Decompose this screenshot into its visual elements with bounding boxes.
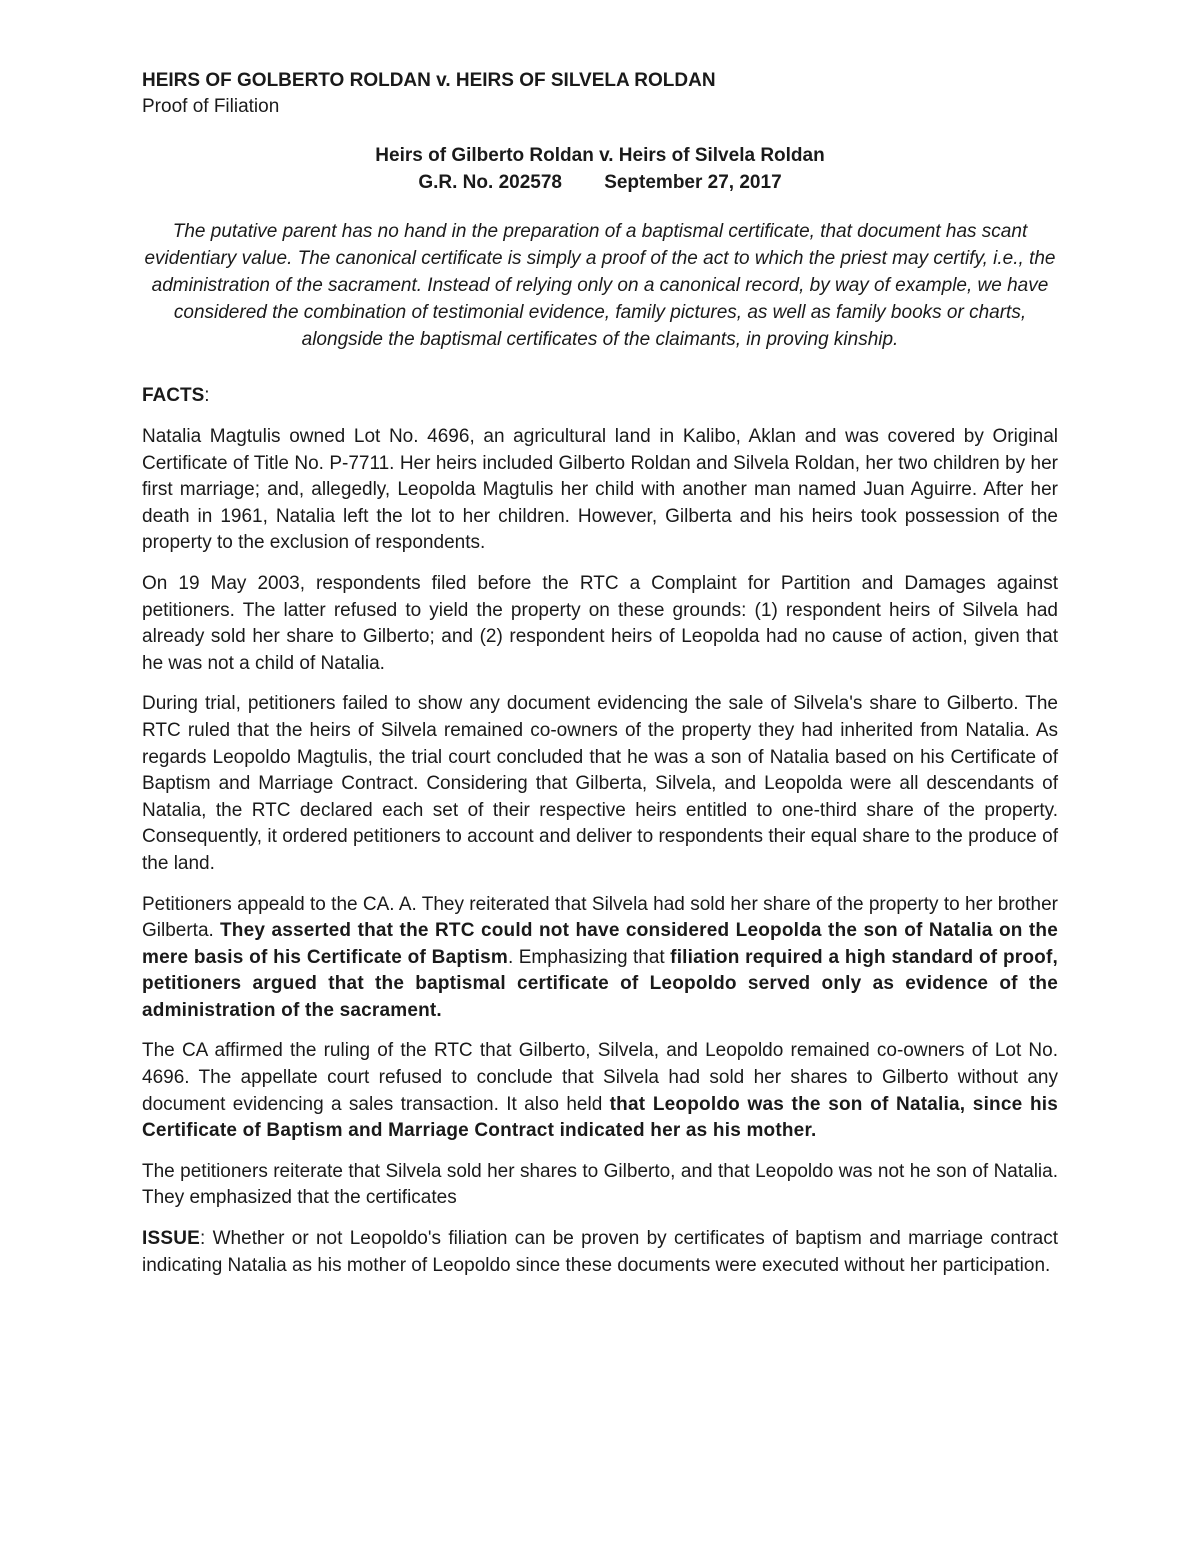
issue-label: ISSUE <box>142 1228 201 1250</box>
facts-p5-bold: that Leopoldo was the son of Natalia, since his Certificate of Baptism and Marriage Contract indicated her as his mother. <box>142 1093 1058 1142</box>
facts-heading <box>142 383 1058 409</box>
facts-paragraph-3: During trial, petitioners failed to show any document evidencing the sale of Silvela's share to Gilberto. The RTC ruled that the heirs of Silvela remained co-owners of the property they had inherited from Natalia. As regards Leopoldo Magtulis, the trial court concluded that he was a son of Natalia based on his Certificate of Baptism and Marriage Contract. Considering that Gilberta, Silvela, and Leopolda were all descendants of Natalia, the RTC declared each set of their respective heirs entitled to one-third share of the property. Consequently, it ordered petitioners to account and deliver to respondents their equal share to the produce of the land. <box>142 693 1058 874</box>
facts-paragraph-5 <box>142 1038 1058 1144</box>
facts-p4-bold-b: filiation required a high standard of proof, petitioners argued that the baptismal certificate of Leopoldo served only as evidence of the administration of the sacrament. <box>142 946 1058 1021</box>
facts-p4-text-b: . Emphasizing that <box>508 946 671 968</box>
facts-paragraph-2: On 19 May 2003, respondents filed before the RTC a Complaint for Partition and Damages against petitioners. The latter refused to yield the property on these grounds: (1) respondent heirs of Silvela had already sold her share to Gilberto; and (2) respondent heirs of Leopolda had no cause of action, given that he was not a child of Natalia. <box>142 572 1058 674</box>
issue-text: : Whether or not Leopoldo's filiation can be proven by certificates of baptism and marriage contract indicating Natalia as his mother of Leopoldo since these documents were executed without her participation. <box>142 1228 1058 1276</box>
case-number-date: G.R. No. 202578 September 27, 2017 <box>418 172 782 193</box>
issue-paragraph <box>142 1226 1058 1279</box>
facts-p4-bold-a: They asserted that the RTC could not have considered Leopolda the son of Natalia on the mere basis of his Certificate of Baptism <box>142 920 1059 968</box>
document-title: HEIRS OF GOLBERTO ROLDAN v. HEIRS OF SILVELA ROLDAN <box>142 70 716 91</box>
facts-label: FACTS <box>142 385 205 406</box>
document-subtitle: Proof of Filiation <box>142 96 280 117</box>
facts-paragraph-4 <box>142 892 1058 1025</box>
facts-colon: : <box>204 385 210 406</box>
doctrine-paragraph: The putative parent has no hand in the preparation of a baptismal certificate, that document has scant evidentiary value. The canonical certificate is simply a proof of the act to which the priest may certify, i.e., the administration of the sacrament. Instead of relying only on a canonical record, by way of example, we have considered the combination of testimonial evidence, family pictures, as well as family books or charts, alongside the baptismal certificates of the claimants, in proving kinship. <box>144 221 1056 350</box>
facts-paragraph-1: Natalia Magtulis owned Lot No. 4696, an agricultural land in Kalibo, Aklan and was covered by Original Certificate of Title No. P-7711. Her heirs included Gilberto Roldan and Silvela Roldan, her two children by her first marriage; and, allegedly, Leopolda Magtulis her child with another man named Juan Aguirre. After her death in 1961, Natalia left the lot to her children. However, Gilberta and his heirs took possession of the property to the exclusion of respondents. <box>142 426 1058 554</box>
case-name: Heirs of Gilberto Roldan v. Heirs of Silvela Roldan <box>375 145 825 166</box>
facts-p5-text: The CA affirmed the ruling of the RTC that Gilberto, Silvela, and Leopoldo remained co-owners of Lot No. 4696. The appellate court refused to conclude that Silvela had sold her shares to Gilberto without any document evidencing a sales transaction. It also held <box>142 1040 1058 1115</box>
facts-p4-text-a: Petitioners appeald to the CA. A. They reiterated that Silvela had sold her share of the property to her brother Gilberta. <box>142 893 1058 942</box>
facts-paragraph-6: The petitioners reiterate that Silvela sold her shares to Gilberto, and that Leopoldo was not he son of Natalia. They emphasized that the certificates <box>142 1160 1058 1209</box>
